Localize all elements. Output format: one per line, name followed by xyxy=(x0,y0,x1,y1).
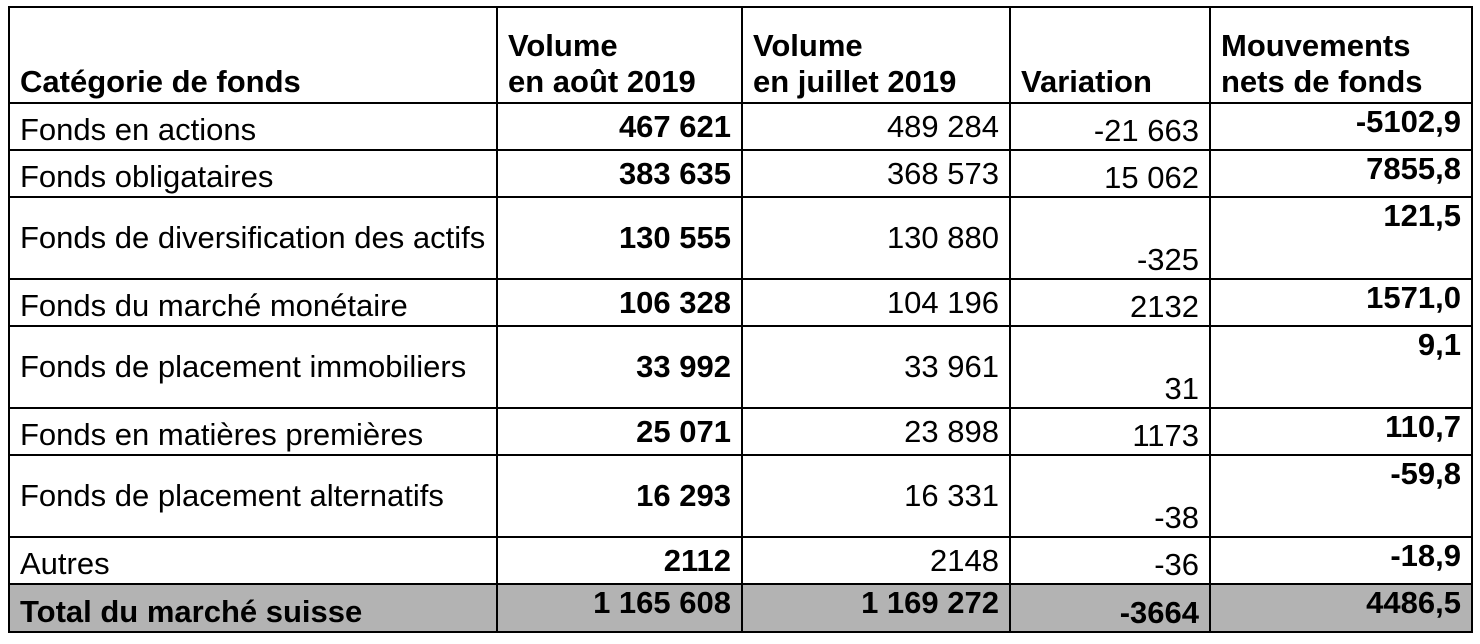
volume-jul-cell: 2148 xyxy=(742,537,1010,584)
fund-volume-table xyxy=(8,6,1473,633)
net-flow-cell: 1571,0 xyxy=(1210,279,1472,326)
volume-aug-cell: 130 555 xyxy=(497,197,742,279)
table-row xyxy=(9,408,1472,455)
volume-aug-cell: 383 635 xyxy=(497,150,742,197)
total-variation-cell: -3664 xyxy=(1010,584,1210,632)
variation-cell: 15 062 xyxy=(1010,150,1210,197)
table-row xyxy=(9,279,1472,326)
total-row xyxy=(9,584,1472,632)
table-row xyxy=(9,455,1472,537)
total-volume-jul-cell: 1 169 272 xyxy=(742,584,1010,632)
net-flow-cell: -5102,9 xyxy=(1210,103,1472,150)
net-flow-cell: 9,1 xyxy=(1210,326,1472,408)
category-cell: Fonds en matières premières xyxy=(9,408,497,455)
header-net-flows: Mouvements nets de fonds xyxy=(1210,7,1472,103)
volume-aug-cell: 106 328 xyxy=(497,279,742,326)
volume-aug-cell: 2112 xyxy=(497,537,742,584)
volume-jul-cell: 16 331 xyxy=(742,455,1010,537)
category-cell: Fonds de placement immobiliers xyxy=(9,326,497,408)
header-row xyxy=(9,7,1472,103)
volume-jul-cell: 130 880 xyxy=(742,197,1010,279)
variation-cell: -21 663 xyxy=(1010,103,1210,150)
category-cell: Fonds en actions xyxy=(9,103,497,150)
total-volume-aug-cell: 1 165 608 xyxy=(497,584,742,632)
category-cell: Fonds de placement alternatifs xyxy=(9,455,497,537)
net-flow-cell: 7855,8 xyxy=(1210,150,1472,197)
net-flow-cell: 110,7 xyxy=(1210,408,1472,455)
volume-aug-cell: 33 992 xyxy=(497,326,742,408)
table-row xyxy=(9,537,1472,584)
header-volume-aug: Volume en août 2019 xyxy=(497,7,742,103)
volume-jul-cell: 23 898 xyxy=(742,408,1010,455)
table-row xyxy=(9,150,1472,197)
variation-cell: -36 xyxy=(1010,537,1210,584)
category-cell: Fonds du marché monétaire xyxy=(9,279,497,326)
variation-cell: 31 xyxy=(1010,326,1210,408)
volume-aug-cell: 25 071 xyxy=(497,408,742,455)
volume-aug-cell: 16 293 xyxy=(497,455,742,537)
variation-cell: 1173 xyxy=(1010,408,1210,455)
volume-jul-cell: 368 573 xyxy=(742,150,1010,197)
net-flow-cell: 121,5 xyxy=(1210,197,1472,279)
variation-cell: 2132 xyxy=(1010,279,1210,326)
category-cell: Fonds de diversification des actifs xyxy=(9,197,497,279)
net-flow-cell: -59,8 xyxy=(1210,455,1472,537)
net-flow-cell: -18,9 xyxy=(1210,537,1472,584)
volume-jul-cell: 104 196 xyxy=(742,279,1010,326)
header-category: Catégorie de fonds xyxy=(9,7,497,103)
total-net-flow-cell: 4486,5 xyxy=(1210,584,1472,632)
volume-aug-cell: 467 621 xyxy=(497,103,742,150)
header-variation: Variation xyxy=(1010,7,1210,103)
variation-cell: -38 xyxy=(1010,455,1210,537)
category-cell: Fonds obligataires xyxy=(9,150,497,197)
total-category-cell: Total du marché suisse xyxy=(9,584,497,632)
volume-jul-cell: 33 961 xyxy=(742,326,1010,408)
table-row xyxy=(9,103,1472,150)
header-volume-jul: Volume en juillet 2019 xyxy=(742,7,1010,103)
table-row xyxy=(9,197,1472,279)
category-cell: Autres xyxy=(9,537,497,584)
table-row xyxy=(9,326,1472,408)
volume-jul-cell: 489 284 xyxy=(742,103,1010,150)
variation-cell: -325 xyxy=(1010,197,1210,279)
